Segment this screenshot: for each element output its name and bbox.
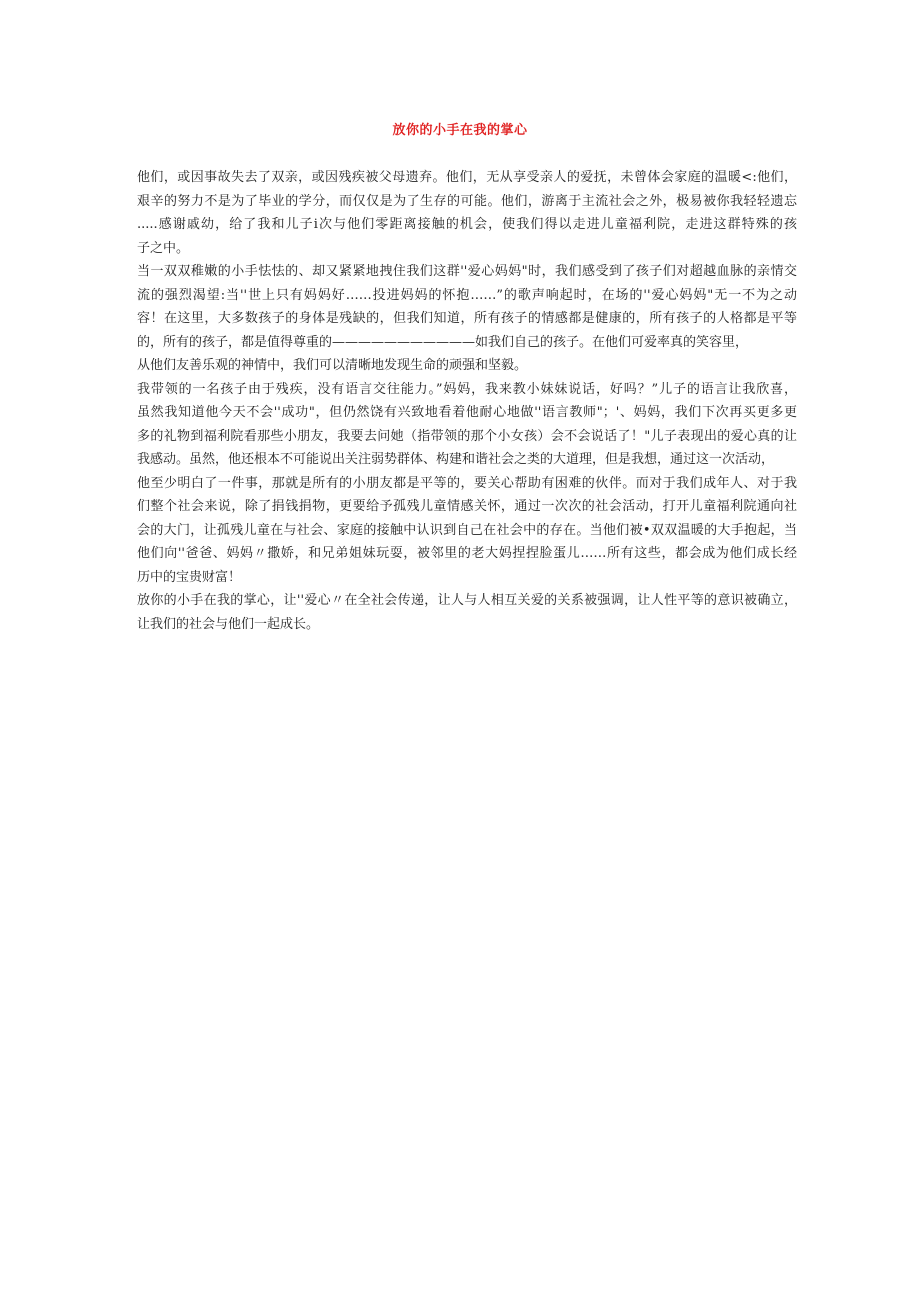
body-line: 容！在这里，大多数孩子的身体是残缺的，但我们知道，所有孩子的情感都是健康的，所有孩子的人格都是平等 (137, 311, 797, 326)
body-line: 让我们的社会与他们一起成长。 (137, 616, 320, 632)
body-line: 我感动。虽然，他还根本不可能说出关注弱势群体、构建和谐社会之类的大道理，但是我想，通过这一次活动， (137, 452, 775, 467)
body-line: 多的礼物到福利院看那些小朋友，我要去问她（指带领的那个小女孩）会不会说话了！"儿子表现出的爱心真的让 (137, 428, 797, 444)
body-line: 他至少明白了一件事，那就是所有的小朋友都是平等的，要关心帮助有困难的伙伴。而对于我们成年人、对于我 (137, 475, 797, 491)
body-line: 我带领的一名孩子由于残疾，没有语言交往能力。”妈妈，我来教小妹妹说话，好吗？”儿子的语言让我欣喜， (137, 381, 797, 397)
body-line: 虽然我知道他今天不会''成功"，但仍然饶有兴致地看着他耐心地做''语言教师"；'、妈妈，我们下次再买更多更 (137, 405, 797, 420)
body-line: 流的强烈渴望:当''世上只有妈妈好……投进妈妈的怀抱……”的歌声响起时，在场的''爱心妈妈"无一不为之动 (137, 287, 797, 303)
document-title: 放你的小手在我的掌心 (392, 123, 528, 138)
body-line: 艰辛的努力不是为了毕业的学分，而仅仅是为了生存的可能。他们，游离于主流社会之外，极易被你我轻轻遗忘 (137, 193, 797, 209)
body-line: 历中的宝贵财富！ (137, 569, 242, 585)
body-line: 他们，或因事故失去了双亲，或因残疾被父母遗弃。他们，无从享受亲人的爱抚，未曾体会家庭的温暖<:他们， (137, 170, 797, 185)
body-line: 会的大门，让孤残儿童在与社会、家庭的接触中认识到自己在社会中的存在。当他们被•双双温暖的大手抱起，当 (137, 522, 797, 538)
body-line: 的，所有的孩子，都是值得尊重的———————————如我们自己的孩子。在他们可爱率真的笑容里， (137, 334, 749, 350)
document-body (137, 166, 797, 636)
body-line: 放你的小手在我的掌心，让''爱心〃在全社会传递，让人与人相互关爱的关系被强调，让人性平等的意识被确立， (137, 593, 797, 608)
body-line: 们整个社会来说，除了捐钱捐物，更要给予孤残儿童情感关怀，通过一次次的社会活动，打开儿童福利院通向社 (137, 499, 797, 514)
body-line: 子之中。 (137, 240, 190, 256)
body-line: 当一双双稚嫩的小手怯怯的、却又紧紧地拽住我们这群''爱心妈妈"时，我们感受到了孩子们对超越血脉的亲情交 (137, 264, 797, 279)
body-line: 从他们友善乐观的神情中，我们可以清晰地发现生命的顽强和坚毅。 (137, 358, 528, 373)
body-line: 他们向''爸爸、妈妈〃撒娇，和兄弟姐妹玩耍，被邻里的老大妈捏捏脸蛋儿……所有这些，都会成为他们成长经 (137, 546, 797, 561)
body-line: .....感谢戚幼，给了我和儿子i次与他们零距离接触的机会，使我们得以走进儿童福利院，走进这群特殊的孩 (137, 217, 797, 232)
